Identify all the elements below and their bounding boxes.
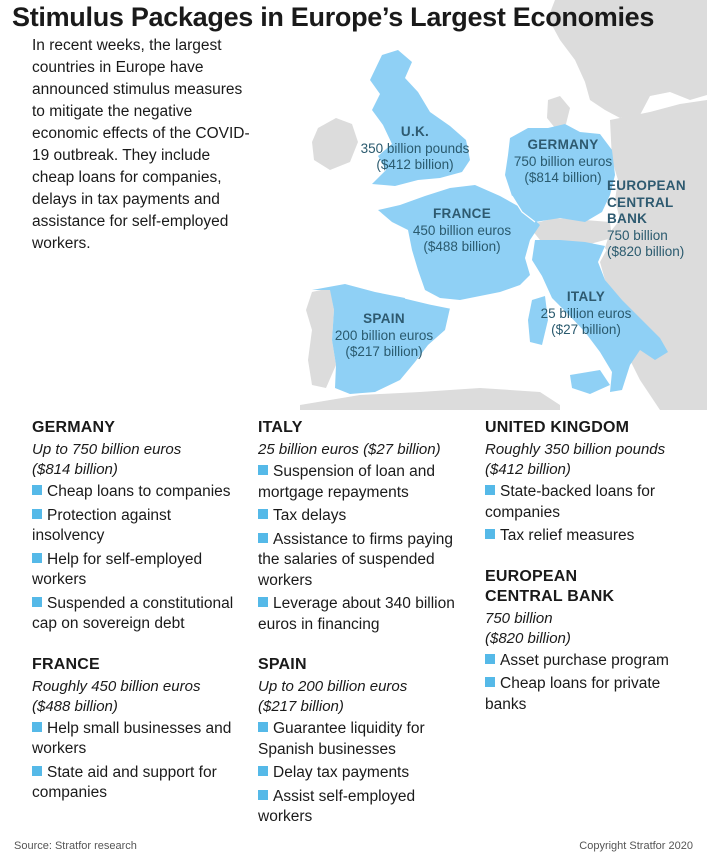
list-item: Assist self-employed workers: [258, 787, 416, 825]
list-item: Suspended a constitutional cap on sovereign debt: [32, 594, 234, 632]
detail-france: [32, 655, 247, 804]
bullet-square-icon: [32, 485, 42, 495]
detail-germany-list: [32, 482, 247, 635]
list-item: Tax delays: [258, 506, 463, 527]
detail-germany-amount: Up to 750 billion euros ($814 billion): [32, 441, 182, 478]
detail-italy-list: [258, 462, 463, 635]
bullet-square-icon: [485, 485, 495, 495]
bullet-square-icon: [258, 533, 268, 543]
list-item: Suspension of loan and mortgage repayments: [258, 463, 436, 501]
source-note: Source: Stratfor research: [14, 840, 137, 852]
detail-spain-list: [258, 719, 463, 828]
column-middle: [258, 418, 463, 848]
detail-italy-heading: ITALY: [258, 419, 303, 436]
detail-uk-heading: UNITED KINGDOM: [485, 419, 630, 436]
map-north-africa: [300, 388, 560, 410]
map-denmark: [547, 96, 570, 128]
bullet-square-icon: [32, 597, 42, 607]
list-item: Assistance to firms paying the salaries of suspended workers: [258, 530, 454, 589]
detail-germany: [32, 418, 247, 635]
list-item: Help for self-employed workers: [32, 550, 203, 588]
list-item: State aid and support for companies: [32, 763, 217, 801]
detail-france-list: [32, 719, 247, 804]
list-item: Cheap loans to companies: [32, 482, 247, 503]
list-item: Help small businesses and workers: [32, 719, 232, 757]
list-item: Tax relief measures: [485, 526, 695, 547]
map-label-ecb: EUROPEAN CENTRAL BANK 750 billion ($820 billion): [607, 178, 686, 259]
map-label-germany: GERMANY 750 billion euros ($814 billion): [513, 137, 613, 185]
copyright-note: Copyright Stratfor 2020: [579, 840, 693, 852]
bullet-square-icon: [258, 597, 268, 607]
list-item: Delay tax payments: [258, 763, 463, 784]
detail-spain: [258, 655, 463, 828]
detail-uk-list: [485, 482, 695, 547]
list-item: State-backed loans for companies: [485, 483, 656, 521]
bullet-square-icon: [485, 529, 495, 539]
map-label-france: FRANCE 450 billion euros ($488 billion): [412, 206, 512, 254]
bullet-square-icon: [32, 766, 42, 776]
page-title: Stimulus Packages in Europe’s Largest Economies: [12, 2, 655, 32]
column-right: [485, 418, 695, 735]
bullet-square-icon: [485, 677, 495, 687]
bullet-square-icon: [258, 766, 268, 776]
detail-france-amount: Roughly 450 billion euros ($488 billion): [32, 677, 201, 715]
list-item: Cheap loans for private banks: [485, 675, 661, 713]
detail-italy: [258, 418, 463, 635]
detail-spain-amount: Up to 200 billion euros ($217 billion): [258, 678, 408, 715]
intro-text: In recent weeks, the largest countries in Europe have announced stimulus measures to mitigate the negative economic effects of the COVID-19 outbreak. They include cheap loans for companies, delays in tax payments and assistance for self-employed workers.: [32, 37, 250, 252]
detail-uk: [485, 418, 695, 547]
detail-ecb: [485, 567, 695, 716]
detail-uk-amount: Roughly 350 billion pounds ($412 billion): [485, 441, 666, 478]
map-label-uk: U.K. 350 billion pounds ($412 billion): [360, 124, 470, 172]
list-item: Guarantee liquidity for Spanish businesses: [258, 720, 425, 758]
bullet-square-icon: [258, 790, 268, 800]
detail-spain-heading: SPAIN: [258, 656, 307, 673]
bullet-square-icon: [32, 722, 42, 732]
bullet-square-icon: [485, 654, 495, 664]
column-left: [32, 418, 247, 824]
detail-germany-heading: GERMANY: [32, 419, 116, 436]
list-item: Protection against insolvency: [32, 506, 172, 544]
bullet-square-icon: [32, 553, 42, 563]
bullet-square-icon: [258, 509, 268, 519]
list-item: Leverage about 340 billion euros in financing: [258, 595, 455, 633]
bullet-square-icon: [258, 722, 268, 732]
detail-france-heading: FRANCE: [32, 655, 100, 673]
map-label-italy: ITALY 25 billion euros ($27 billion): [540, 289, 632, 337]
map-sicily: [570, 370, 610, 394]
bullet-square-icon: [32, 509, 42, 519]
detail-ecb-list: [485, 651, 695, 716]
detail-italy-amount: 25 billion euros ($27 billion): [258, 441, 441, 458]
list-item: Asset purchase program: [485, 651, 695, 672]
detail-ecb-amount: 750 billion ($820 billion): [485, 609, 571, 647]
bullet-square-icon: [258, 465, 268, 475]
map-label-spain: SPAIN 200 billion euros ($217 billion): [334, 311, 434, 359]
detail-ecb-heading: EUROPEAN CENTRAL BANK: [485, 567, 615, 605]
